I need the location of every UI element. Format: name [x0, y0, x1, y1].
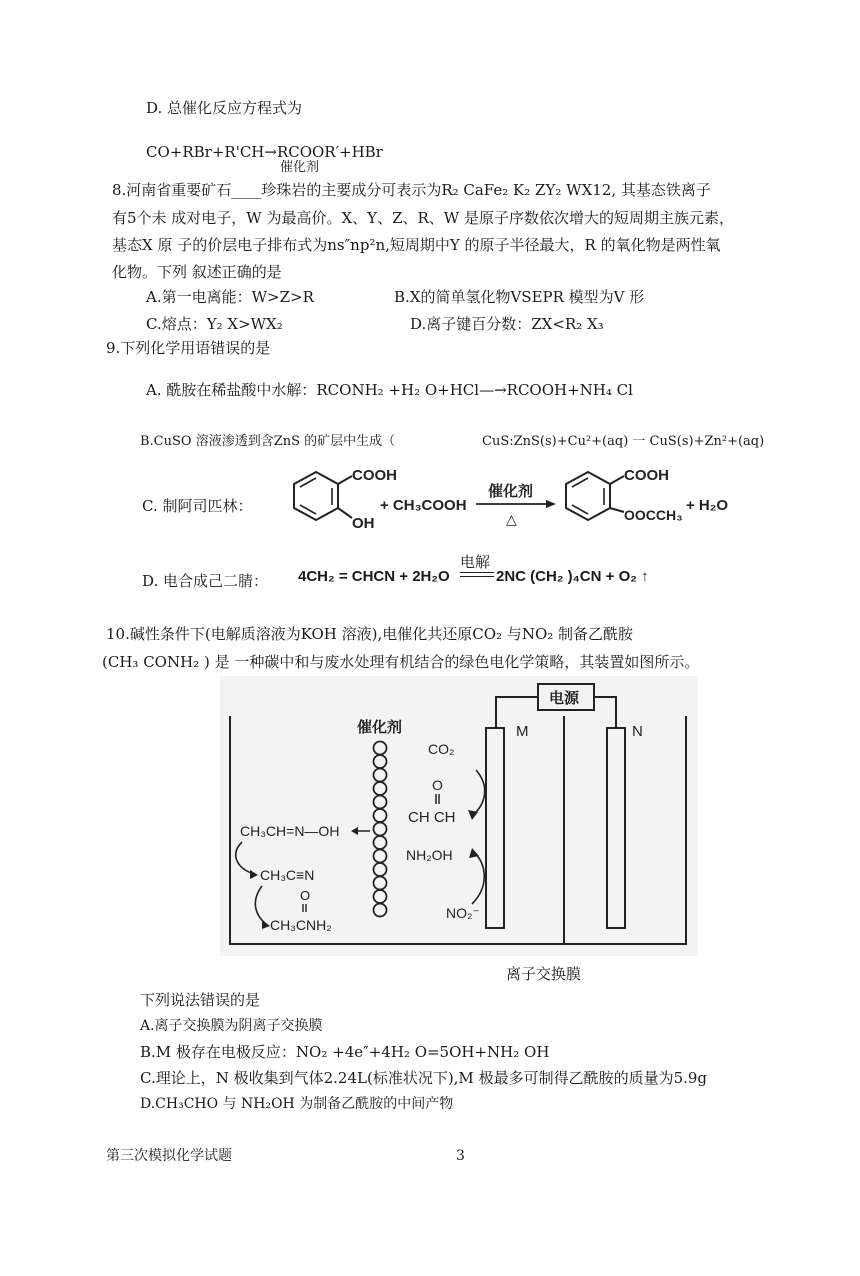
water-label: + H₂O [686, 497, 729, 514]
acetic-acid-label: + CH₃COOH [380, 497, 467, 514]
electrolysis-apparatus-diagram [220, 676, 698, 956]
catalyst-bead [374, 796, 387, 809]
catalyst-bead [374, 836, 387, 849]
q10-stem-line1: 10.碱性条件下(电解质溶液为KOH 溶液),电催化共还原CO₂ 与NO₂ 制备乙酰胺 [106, 625, 634, 643]
q9-option-c: C. 制阿司匹林： [142, 497, 253, 515]
catalyst-bead [374, 890, 387, 903]
aspirin-synthesis-scheme [266, 462, 736, 544]
q8-option-d: D.离子键百分数：ZX<R₂ X₃ [410, 315, 604, 333]
electrode-n-label: N [632, 723, 643, 740]
acetaldehyde-label: CH CH [408, 809, 456, 826]
q7-equation: CO+RBr+R'CH→RCOOR′+HBr [146, 143, 383, 161]
catalyst-label: 催化剂 [488, 483, 534, 500]
q8-option-b: B.X的简单氢化物VSEPR 模型为V 形 [394, 288, 645, 306]
catalyst-bead [374, 863, 387, 876]
q9-option-b-equation: CuS:ZnS(s)+Cu²+(aq) ⼀ CuS(s)+Zn²+(aq) [482, 434, 765, 449]
nitrite-label: NO₂⁻ [446, 905, 480, 921]
q7-option-d: D. 总催化反应方程式为 [146, 99, 303, 117]
heat-symbol: △ [506, 511, 517, 527]
catalyst-bead [374, 850, 387, 863]
q8-stem-line1: 8.河南省重要矿石____珍珠岩的主要成分可表示为R₂ CaFe₂ K₂ ZY₂ WX12, 其基态铁离子 [112, 181, 711, 199]
catalyst-label-diagram: 催化剂 [357, 719, 403, 736]
catalyst-bead [374, 823, 387, 836]
q9-option-d: D. 电合成己二腈： [142, 572, 269, 590]
q10-option-b: B.M 极存在电极反应：NO₂ +4e″+4H₂ O=5OH+NH₂ OH [140, 1043, 550, 1061]
power-source-label: 电源 [549, 690, 580, 707]
q8-stem-line4: 化物。下列 叙述正确的是 [112, 263, 282, 281]
catalyst-bead [374, 742, 387, 755]
q8-option-a: A.第一电离能：W>Z>R [146, 288, 314, 306]
oxime-label: CH₃CH=N—OH [240, 823, 340, 839]
q9-option-d-lhs: 4CH₂ = CHCN + 2H₂O [298, 568, 450, 585]
q9-option-b: B.CuSO 溶液渗透到含ZnS 的矿层中生成（ [140, 434, 396, 449]
q9-option-a: A. 酰胺在稀盐酸中水解：RCONH₂ +H₂ O+HCl—→RCOOH+NH₄ Cl [146, 381, 633, 399]
q9-option-d-rhs: 2NC (CH₂ )₄CN + O₂ ↑ [496, 568, 649, 585]
aspirin-structure [566, 467, 683, 523]
footer-title: 第三次模拟化学试题 [106, 1148, 232, 1164]
catalyst-bead [374, 904, 387, 917]
q10-option-a: A.离子交换膜为阴离子交换膜 [140, 1018, 323, 1034]
q8-stem-line2: 有5个未 成对电子，W 为最高价。X、Y、Z、R、W 是原子序数依次增大的短周期主族元素， [112, 209, 734, 227]
catalyst-bead [374, 769, 387, 782]
ooccch3-label: OOCCH₃ [624, 507, 683, 523]
electrolysis-line-1 [460, 572, 494, 573]
cooh-label-2: COOH [624, 467, 669, 484]
acetamide-label: CH₃CNH₂ [270, 917, 332, 933]
q8-stem-line3: 基态X 原 子的价层电子排布式为ns″np²n,短周期中Y 的原子半径最大，R 的氧化物是两性氧 [112, 236, 721, 254]
q9-option-d-condition: 电解 [460, 554, 491, 571]
q10-option-d: D.CH₃CHO 与 NH₂OH 为制备乙酰胺的中间产物 [140, 1096, 454, 1112]
electrode-m [486, 728, 504, 928]
q8-option-c: C.熔点：Y₂ X>WX₂ [146, 315, 283, 333]
catalyst-bead [374, 877, 387, 890]
catalyst-bead [374, 809, 387, 822]
page-number: 3 [456, 1148, 465, 1164]
electrode-m-label: M [516, 723, 529, 740]
aldehyde-o-label: O [432, 777, 443, 793]
q10-stem-line2: (CH₃ CONH₂ ) 是 一种碳中和与废水处理有机结合的绿色电化学策略，其装置如图所示。 [102, 653, 700, 671]
electrolysis-line-2 [460, 576, 494, 577]
nitrile-label: CH₃C≡N [260, 867, 315, 883]
q9-stem: 9.下列化学用语错误的是 [106, 339, 271, 357]
oh-label: OH [352, 515, 375, 532]
catalyst-bead [374, 755, 387, 768]
q10-question: 下列说法错误的是 [140, 991, 261, 1009]
q7-equation-catalyst: 催化剂 [280, 160, 320, 175]
q10-option-c: C.理论上，N 极收集到气体2.24L(标准状况下),M 极最多可制得乙酰胺的质量为5.9g [140, 1069, 708, 1087]
catalyst-bead [374, 782, 387, 795]
amide-o-label: O [300, 888, 311, 903]
membrane-caption: 离子交换膜 [506, 965, 582, 983]
electrode-n [607, 728, 625, 928]
hydroxylamine-label: NH₂OH [406, 847, 453, 863]
cooh-label-1: COOH [352, 467, 397, 484]
co2-label: CO₂ [428, 741, 455, 757]
